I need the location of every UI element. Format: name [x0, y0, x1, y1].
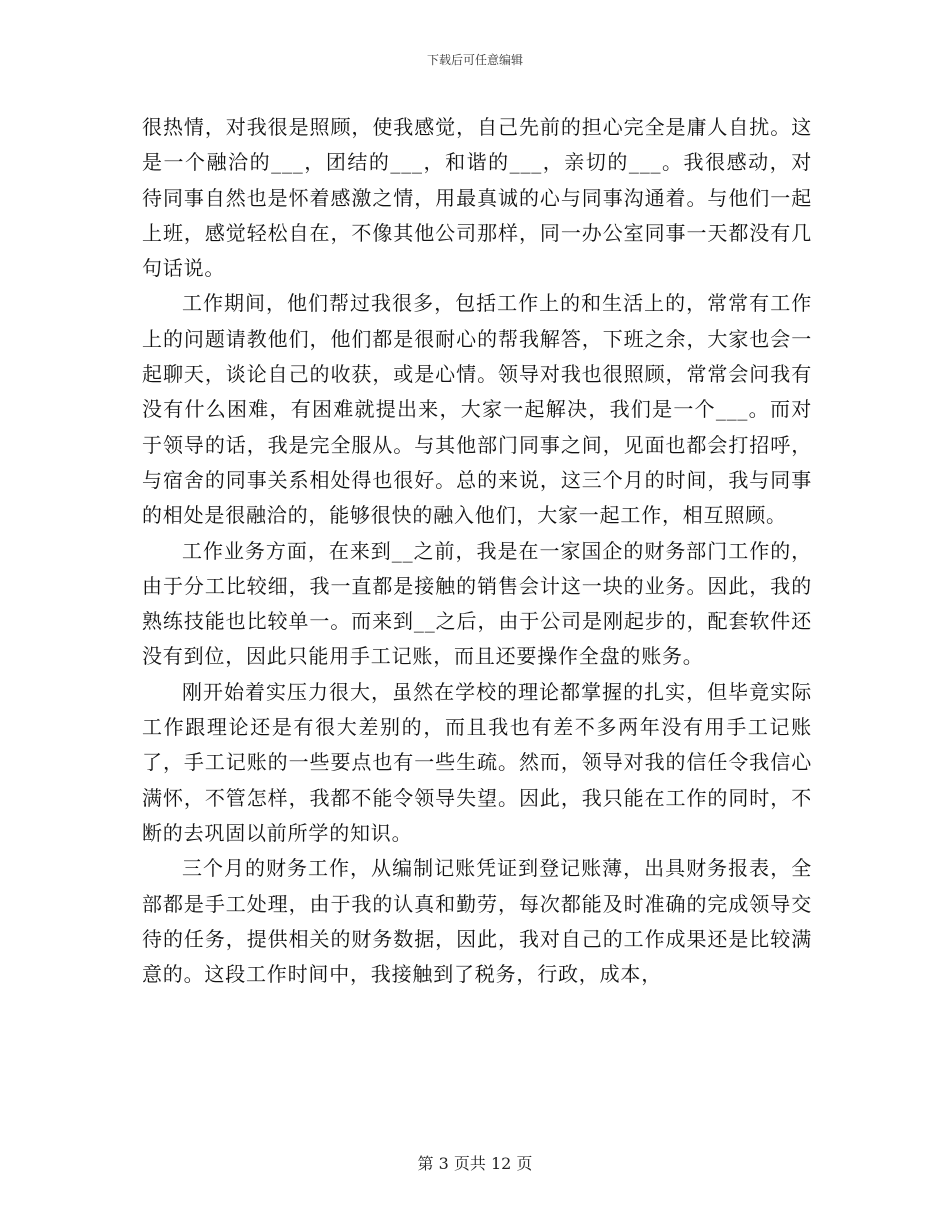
page-header: 下载后可任意编辑 — [426, 53, 523, 67]
page-footer: 第 3 页共 12 页 — [417, 1154, 533, 1173]
paragraph-2: 工作期间，他们帮过我很多，包括工作上的和生活上的，常常有工作上的问题请教他们，他们都是很耐心的帮我解答，下班之余，大家也会一起聊天，谈论自己的收获，或是心情。领导对我也很照顾，常常会问我有没有什么困难，有困难就提出来，大家一起解决，我们是一个___。而对于领导的话，我是完全服从。与其他部门同事之间，见面也都会打招呼，与宿舍的同事关系相处得也很好。总的来说，这三个月的时间，我与同事的相处是很融洽的，能够很快的融入他们，大家一起工作，相互照顾。 — [142, 291, 812, 528]
paragraph-4: 刚开始着实压力很大，虽然在学校的理论都掌握的扎实，但毕竟实际工作跟理论还是有很大差别的，而且我也有差不多两年没有用手工记账了，手工记账的一些要点也有一些生疏。然而，领导对我的信任令我信心满怀，不管怎样，我都不能令领导失望。因此，我只能在工作的同时，不断的去巩固以前所学的知识。 — [142, 679, 812, 845]
document-body — [142, 110, 812, 992]
paragraph-3: 工作业务方面，在来到__之前，我是在一家国企的财务部门工作的，由于分工比较细，我一直都是接触的销售会计这一块的业务。因此，我的熟练技能也比较单一。而来到__之后，由于公司是刚起步的，配套软件还没有到位，因此只能用手工记账，而且还要操作全盘的账务。 — [142, 538, 812, 669]
paragraph-5: 三个月的财务工作，从编制记账凭证到登记账薄，出具财务报表，全部都是手工处理，由于我的认真和勤劳，每次都能及时准确的完成领导交待的任务，提供相关的财务数据，因此，我对自己的工作成果还是比较满意的。这段工作时间中，我接触到了税务，行政，成本， — [142, 856, 812, 987]
paragraph-1: 很热情，对我很是照顾，使我感觉，自己先前的担心完全是庸人自扰。这是一个融洽的___，团结的___，和谐的___，亲切的___。我很感动，对待同事自然也是怀着感激之情，用最真诚的心与同事沟通着。与他们一起上班，感觉轻松自在，不像其他公司那样，同一办公室同事一天都没有几句话说。 — [142, 115, 812, 281]
